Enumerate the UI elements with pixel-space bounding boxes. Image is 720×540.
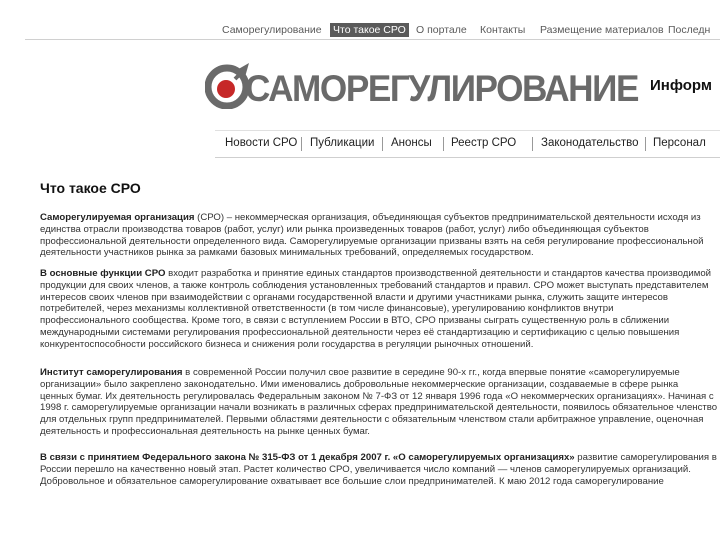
main-nav-news[interactable]: Новости СРО bbox=[225, 137, 298, 149]
main-nav-registry[interactable]: Реестр СРО bbox=[451, 137, 517, 149]
paragraph-line: ценных бумаг. Их деятельность регулировалась Федеральным законом № 7-ФЗ от 12 января 1996 года «О некоммерческих организациях». Начиная с bbox=[40, 390, 714, 402]
paragraph-lead: В связи с принятием Федерального закона № 315-ФЗ от 1 декабря 2007 г. «О саморегулируемых организациях» bbox=[40, 452, 575, 463]
paragraph-line bbox=[40, 212, 720, 224]
nav-separator bbox=[443, 137, 444, 151]
top-nav-link-about[interactable]: О портале bbox=[416, 24, 467, 36]
top-navigation bbox=[0, 0, 720, 40]
main-nav-personnel[interactable]: Персонал bbox=[653, 137, 706, 149]
paragraph-line: профессионального сообщества. Кроме того, в связи с вступлением России в ВТО, СРО призваны сыграть существенную роль в сближении bbox=[40, 315, 670, 327]
paragraph-line: единства отрасли производства товаров (работ, услуг) или рынка произведенных товаров (работ, услуг) либо объединяющая субъектов bbox=[40, 223, 649, 235]
logo-brand-text: САМОРЕГУЛИРОВАНИЕ bbox=[245, 68, 639, 109]
paragraph-lead: Институт саморегулирования bbox=[40, 367, 183, 378]
paragraph-definition bbox=[40, 212, 720, 259]
paragraph-line: продукции для своих членов, а также контроль соблюдения установленных требований стандартов и правил. СРО может выступать представителем bbox=[40, 279, 709, 291]
logo-subtitle: Информ bbox=[650, 77, 712, 94]
paragraph-line: деятельность и профессиональная деятельность на рынке ценных бумаг. bbox=[40, 425, 370, 437]
nav-separator bbox=[382, 137, 383, 151]
top-nav-link-contacts[interactable]: Контакты bbox=[480, 24, 526, 36]
top-nav-link-selfregulation[interactable]: Саморегулирование bbox=[222, 24, 322, 36]
paragraph-lead: В основные функции СРО bbox=[40, 268, 166, 279]
paragraph-line: деятельности участников рынка за рамками базовых минимальных требований, определяемых государством. bbox=[40, 247, 534, 259]
main-nav-legislation[interactable]: Законодательство bbox=[541, 137, 639, 149]
main-nav-announcements[interactable]: Анонсы bbox=[391, 137, 432, 149]
paragraph-federal-law bbox=[40, 452, 720, 487]
paragraph-line: профессиональной деятельности определенного вида. Саморегулируемые организации призваны взять на себя регулирование профессиональной bbox=[40, 235, 704, 247]
paragraph-line bbox=[40, 452, 720, 464]
paragraph-line: интересов своих членов при взаимодействии с органами государственной власти и другими участниками рынка, служить защите интересов bbox=[40, 291, 668, 303]
paragraph-line: международными системами регулирования профессиональной деятельности через её стандартизацию и сертификацию с целью повышения bbox=[40, 326, 680, 338]
paragraph-line: России перешло на качественно новый этап. Растет количество СРО, увеличивается число компаний — членов саморегулируемых организаций. bbox=[40, 463, 691, 475]
nav-separator bbox=[301, 137, 302, 151]
main-navigation bbox=[215, 130, 720, 158]
paragraph-lead: Саморегулируемая организация bbox=[40, 212, 195, 223]
nav-separator bbox=[532, 137, 533, 151]
paragraph-line: для отдельных групп предпринимателей. Первыми областями деятельности с обязательным членством стали арбитражное управление, оценочная bbox=[40, 414, 704, 426]
nav-separator bbox=[645, 137, 646, 151]
paragraph-line: конкурентоспособности российского бизнеса и снижения роли государства в регуляции рыночных отношений. bbox=[40, 338, 534, 350]
paragraph-functions bbox=[40, 268, 720, 351]
top-divider bbox=[25, 39, 720, 40]
paragraph-line: Добровольное и обязательное саморегулирование охватывает все большие слои предпринимателей. К маю 2012 года саморегулирование bbox=[40, 475, 664, 487]
paragraph-text: в современной России получил свое развитие в середине 90-х гг., когда впервые понятие «саморегулируемые bbox=[182, 367, 680, 378]
site-logo[interactable] bbox=[205, 55, 720, 125]
paragraph-text: входит разработка и принятие единых стандартов производственной деятельности и стандартов качества производимой bbox=[165, 268, 712, 279]
top-nav-link-what-is-sro[interactable]: Что такое СРО bbox=[330, 23, 409, 37]
paragraph-line bbox=[40, 268, 720, 280]
paragraph-text: (СРО) – некоммерческая организация, объединяющая субъектов предпринимательской деятельности исходя из bbox=[194, 212, 701, 223]
paragraph-text: развитие саморегулирования в bbox=[574, 452, 717, 463]
paragraph-line: 1998 г. саморегулируемые организации начали возникать в различных сферах предпринимательской деятельности, появилось обязательное членство bbox=[40, 402, 718, 414]
page-title: Что такое СРО bbox=[40, 180, 141, 196]
main-nav-publications[interactable]: Публикации bbox=[310, 137, 375, 149]
paragraph-line: потребителей, через механизмы коллективной ответственности (в том числе финансовые), урегулированию конфликтов внутри bbox=[40, 303, 614, 315]
paragraph-institute bbox=[40, 367, 720, 438]
paragraph-line: организации» было закреплено законодательно. Ими именовались добровольные некоммерческие организации, создаваемые в сфере рынка bbox=[40, 378, 679, 390]
top-nav-link-latest[interactable]: Последн bbox=[668, 24, 711, 36]
top-nav-link-placement[interactable]: Размещение материалов bbox=[540, 24, 664, 36]
paragraph-line bbox=[40, 367, 720, 379]
